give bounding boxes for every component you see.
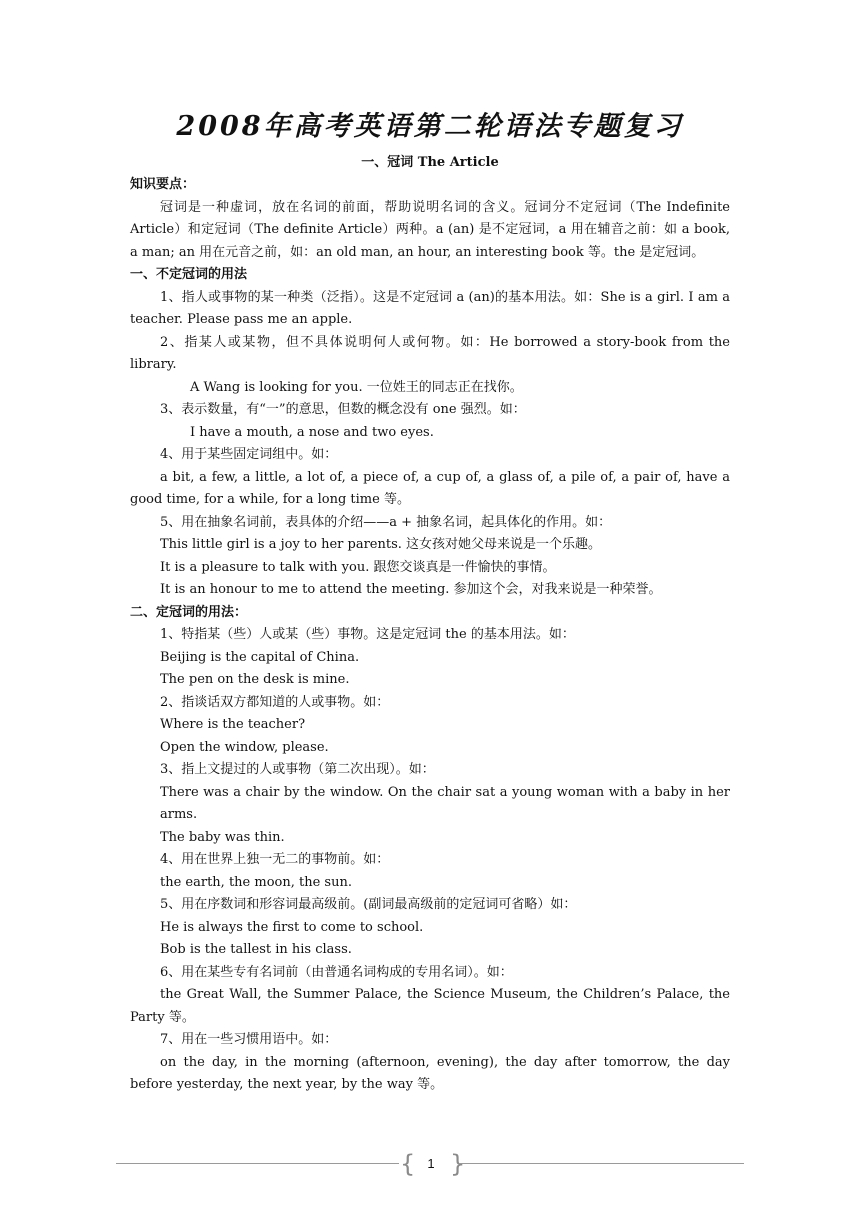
example-line: It is an honour to me to attend the meeting. 参加这个会，对我来说是一种荣誉。 — [160, 582, 662, 597]
example-line: This little girl is a joy to her parents. 这女孩对她父母来说是一个乐趣。 — [160, 537, 602, 552]
example-line: The baby was thin. — [160, 829, 285, 845]
knowledge-points-heading: 知识要点： — [130, 177, 196, 192]
example-line: Where is the teacher? — [160, 717, 306, 732]
intro-paragraph: 冠词是一种虚词，放在名词的前面，帮助说明名词的含义。冠词分不定冠词（The Indefinite Article）和定冠词（The definite Article）两种。a (an) 是不定冠词，a 用在辅音之前：如 a book, a man; an 用在元音之前，如：an old man, an hour, an interesting book 等。the 是定冠词。 — [130, 199, 730, 260]
paragraph: 4、用于某些固定词组中。如： — [160, 447, 338, 462]
paragraph: 5、用在抽象名词前，表具体的介绍——a + 抽象名词，起具体化的作用。如： — [160, 514, 612, 530]
heading-indefinite-article: 一、不定冠词的用法 — [130, 267, 248, 282]
paragraph: 5、用在序数词和形容词最高级前。(副词最高级前的定冠词可省略）如： — [160, 897, 577, 912]
example-line: It is a pleasure to talk with you. 跟您交谈真是一件愉快的事情。 — [160, 559, 556, 575]
right-brace-icon: } — [450, 1150, 466, 1178]
example-line: Beijing is the capital of China. — [160, 649, 360, 665]
example-line: The pen on the desk is mine. — [160, 672, 350, 687]
example-line: A Wang is looking for you. 一位姓王的同志正在找你。 — [190, 379, 523, 395]
paragraph: a bit, a few, a little, a lot of, a piece of, a cup of, a glass of, a pile of, a pair of, have a good time, for a while, for a long time 等。 — [130, 469, 730, 507]
paragraph: 1、指人或事物的某一种类（泛指）。这是不定冠词 a (an)的基本用法。如：She is a girl. I am a teacher. Please pass me an apple. — [130, 289, 730, 327]
paragraph: the Great Wall, the Summer Palace, the Science Museum, the Children’s Palace, the Party 等。 — [130, 987, 730, 1025]
paragraph: on the day, in the morning (afternoon, evening), the day after tomorrow, the day before yesterday, the next year, by the way 等。 — [130, 1054, 730, 1092]
document-title: 2008年高考英语第二轮语法专题复习 — [176, 111, 684, 142]
example-line: There was a chair by the window. On the chair sat a young woman with a baby in her arms. — [160, 784, 730, 822]
heading-definite-article: 二、定冠词的用法： — [130, 604, 248, 620]
page-footer — [116, 1150, 744, 1180]
paragraph: 6、用在某些专有名词前（由普通名词构成的专用名词）。如： — [160, 964, 513, 980]
example-line: I have a mouth, a nose and two eyes. — [190, 424, 434, 440]
section-heading: 一、冠词 The Article — [361, 155, 499, 170]
document-page — [130, 108, 730, 1097]
left-brace-icon: { — [400, 1150, 416, 1178]
example-line: Open the window, please. — [160, 739, 329, 755]
paragraph: 7、用在一些习惯用语中。如： — [160, 1032, 338, 1047]
paragraph: 2、指谈话双方都知道的人或事物。如： — [160, 694, 390, 710]
paragraph: 2、指某人或某物，但不具体说明何人或何物。如：He borrowed a story-book from the library. — [130, 334, 730, 372]
paragraph: 3、表示数量，有“一”的意思，但数的概念没有 one 强烈。如： — [160, 402, 526, 417]
footer-rule-right — [459, 1163, 744, 1164]
paragraph: 1、特指某（些）人或某（些）事物。这是定冠词 the 的基本用法。如： — [160, 627, 575, 642]
paragraph: 4、用在世界上独一无二的事物前。如： — [160, 852, 390, 867]
page-number: 1 — [427, 1156, 435, 1171]
example-line: the earth, the moon, the sun. — [160, 874, 352, 890]
example-line: Bob is the tallest in his class. — [160, 942, 352, 957]
paragraph: 3、指上文提过的人或事物（第二次出现）。如： — [160, 762, 435, 777]
example-line: He is always the first to come to school. — [160, 919, 424, 935]
footer-rule-left — [116, 1163, 399, 1164]
